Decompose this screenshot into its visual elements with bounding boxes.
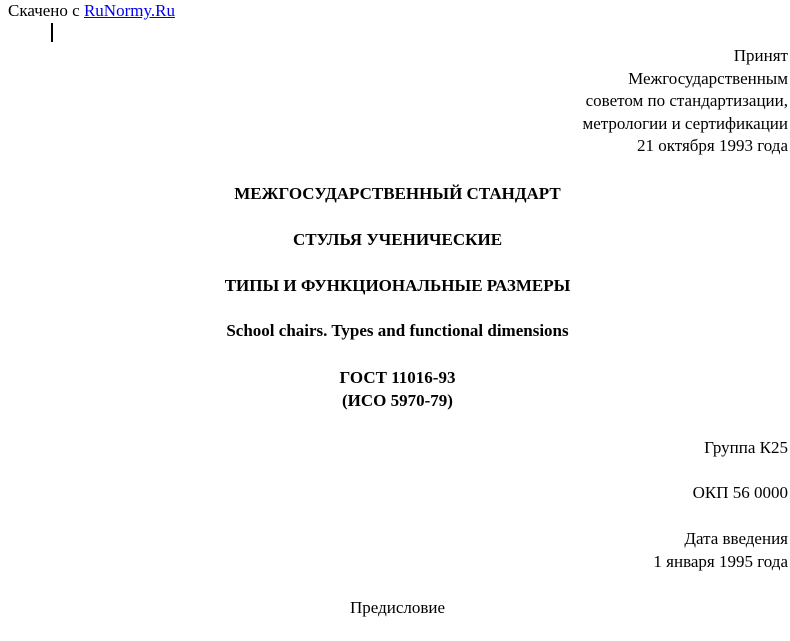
intro-date-label: Дата введения bbox=[684, 529, 788, 548]
approval-line-4: метрологии и сертификации bbox=[582, 113, 788, 133]
text-cursor bbox=[51, 23, 53, 42]
approval-block bbox=[582, 45, 788, 158]
classification-group: Группа К25 bbox=[704, 438, 788, 457]
approval-line-2: Межгосударственным bbox=[628, 68, 788, 88]
classification-okp: ОКП 56 0000 bbox=[692, 483, 788, 502]
source-line bbox=[8, 1, 175, 21]
document-category: МЕЖГОСУДАРСТВЕННЫЙ СТАНДАРТ bbox=[234, 184, 561, 203]
source-prefix: Скачено с bbox=[8, 1, 80, 20]
approval-date: 21 октября 1993 года bbox=[636, 136, 788, 155]
document-title-english: School chairs. Types and functional dimensions bbox=[226, 321, 569, 340]
intro-date-value: 1 января 1995 года bbox=[653, 551, 788, 571]
source-link[interactable]: RuNormy.Ru bbox=[83, 1, 175, 20]
intro-date-block bbox=[653, 528, 788, 573]
foreword-heading: Предисловие bbox=[349, 598, 446, 617]
document-iso-code: (ИСО 5970-79) bbox=[342, 391, 453, 410]
document-title: СТУЛЬЯ УЧЕНИЧЕСКИЕ bbox=[292, 230, 503, 249]
approval-line-1: Принят bbox=[733, 46, 788, 65]
document-code: ГОСТ 11016-93 bbox=[339, 368, 456, 387]
approval-line-3: советом по стандартизации, bbox=[585, 91, 788, 110]
document-subtitle: ТИПЫ И ФУНКЦИОНАЛЬНЫЕ РАЗМЕРЫ bbox=[224, 276, 571, 295]
